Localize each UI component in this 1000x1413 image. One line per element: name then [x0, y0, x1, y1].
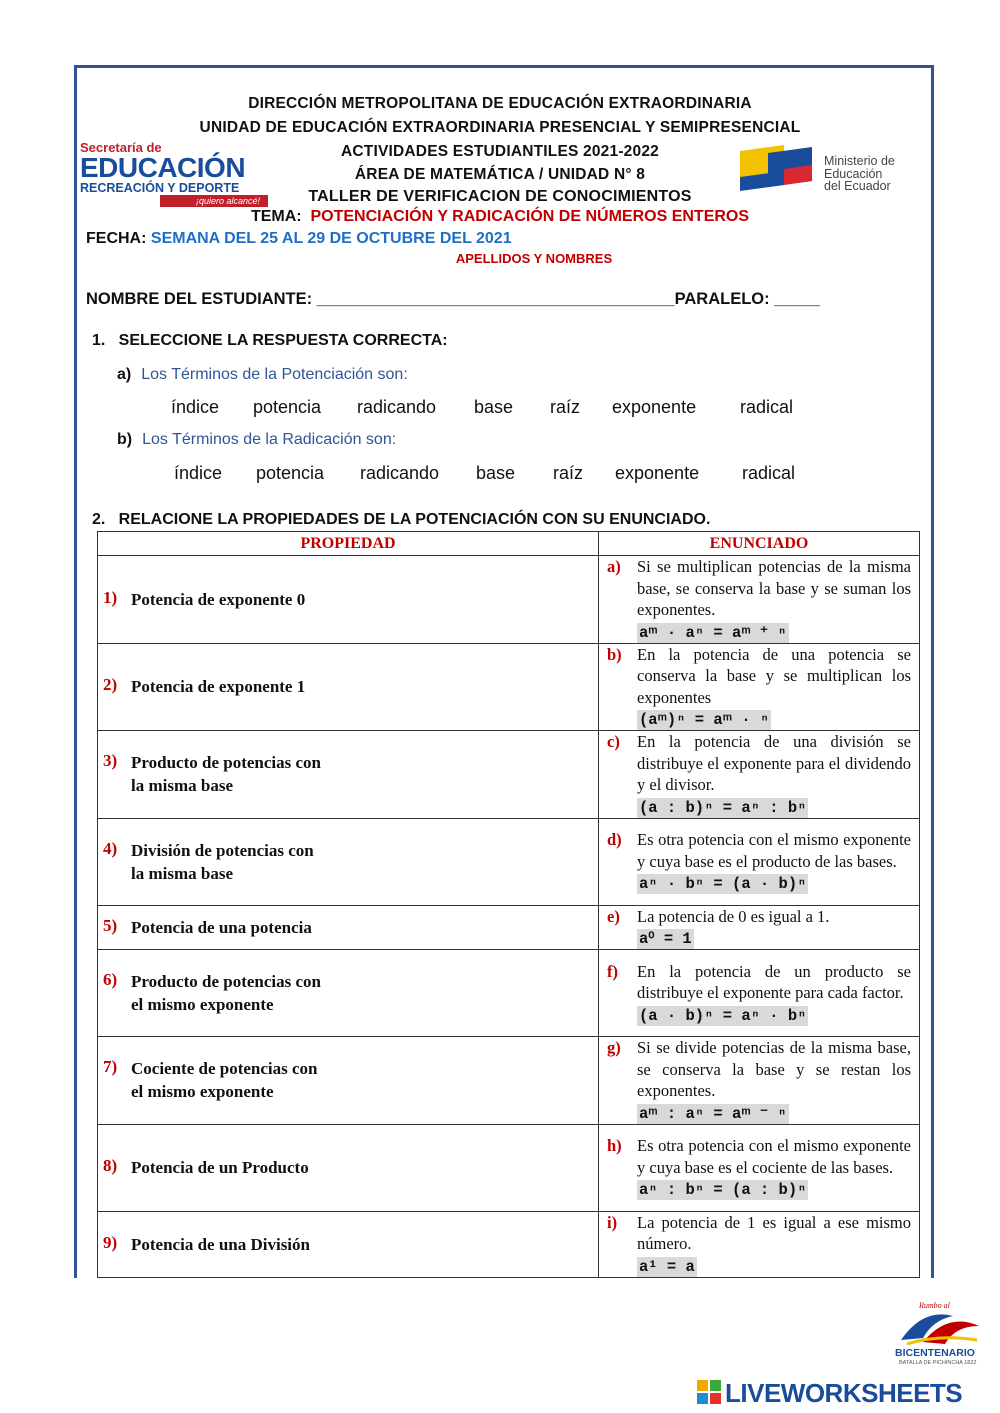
col-enunciado: ENUNCIADO	[599, 532, 920, 556]
properties-table	[97, 531, 920, 1278]
statement-cell[interactable]	[599, 950, 920, 1037]
liveworksheets-icon	[697, 1380, 723, 1410]
header-line-1: DIRECCIÓN METROPOLITANA DE EDUCACIÓN EXTRAORDINARIA	[248, 95, 752, 112]
col-propiedad: PROPIEDAD	[98, 532, 599, 556]
section2-title: 2. RELACIONE LA PROPIEDADES DE LA POTENCIACIÓN CON SU ENUNCIADO.	[92, 511, 711, 528]
statement-text: En la potencia de un producto se distribuye el exponente para cada factor.	[637, 961, 911, 1002]
liveworksheets-wordmark: LIVEWORKSHEETS	[725, 1378, 963, 1408]
property-name-line: Potencia de una División	[131, 1234, 310, 1254]
table-row	[98, 818, 920, 905]
option-b-radical[interactable]: radical	[742, 463, 796, 483]
property-name-line: Potencia de un Producto	[131, 1158, 309, 1177]
question-a-letter: a)	[117, 366, 132, 383]
header-line-2: UNIDAD DE EDUCACIÓN EXTRAORDINARIA PRESENCIAL Y SEMIPRESENCIAL	[199, 119, 801, 136]
ministerio-educacion-logo	[740, 145, 920, 195]
option-a-base[interactable]: base	[474, 397, 514, 417]
property-name	[131, 751, 321, 797]
statement-text: Si se multiplican potencias de la misma base, se conserva la base y se suman los exponentes.	[637, 557, 911, 619]
option-a-exponente[interactable]: exponente	[612, 397, 697, 417]
logo-right-line2: Educación	[824, 166, 883, 181]
statement-formula: aⁿ · bⁿ = (a · b)ⁿ	[639, 875, 807, 893]
property-name-line: el mismo exponente	[131, 1082, 274, 1102]
property-name	[131, 675, 305, 698]
property-name	[131, 916, 312, 939]
property-name-line: Potencia de exponente 0	[131, 589, 306, 609]
option-a-radical[interactable]: radical	[740, 397, 794, 417]
option-b-exponente[interactable]: exponente	[615, 463, 700, 483]
question-b-letter: b)	[117, 431, 133, 448]
property-name	[131, 1156, 309, 1179]
property-name-line: el mismo exponente	[131, 995, 274, 1014]
table-row	[98, 950, 920, 1037]
property-cell[interactable]	[98, 643, 599, 731]
statement-formula: (a : b)ⁿ = aⁿ : bⁿ	[639, 798, 807, 817]
property-name-line: Potencia de una potencia	[131, 917, 312, 937]
logo-right-line3: del Ecuador	[824, 179, 891, 193]
question-b-text: Los Términos de la Radicación son:	[142, 431, 397, 448]
property-name	[131, 1057, 318, 1103]
option-b-potencia[interactable]: potencia	[256, 463, 325, 483]
header-line-4: ÁREA DE MATEMÁTICA / UNIDAD N° 8	[354, 166, 646, 183]
property-name-line: Cociente de potencias con	[131, 1059, 318, 1079]
statement-text: La potencia de 1 es igual a ese mismo número.	[637, 1212, 911, 1253]
ecuador-flag-icon	[740, 145, 816, 195]
fecha-value: SEMANA DEL 25 AL 29 DE OCTUBRE DEL 2021	[150, 230, 512, 247]
property-number: 8)	[103, 1156, 118, 1175]
statement-formula: a¹ = a	[639, 1257, 695, 1276]
statement-formula: aᵐ · aⁿ = aᵐ ⁺ ⁿ	[639, 623, 787, 642]
option-b-base[interactable]: base	[476, 463, 516, 483]
statement-formula: aⁿ : bⁿ = (a : b)ⁿ	[639, 1181, 807, 1199]
property-number: 3)	[103, 751, 118, 771]
bicentenario-emblem-icon	[893, 1298, 985, 1366]
logo-left-line1: Secretaría de	[80, 140, 162, 155]
property-name	[131, 970, 321, 1016]
statement-letter: b)	[607, 644, 622, 664]
property-name-line: Potencia de exponente 1	[131, 677, 306, 697]
tema-line	[0, 208, 1000, 226]
statement-cell[interactable]	[599, 1211, 920, 1277]
statement-text: Es otra potencia con el mismo exponente y cuya base es el producto de las bases.	[637, 830, 911, 871]
option-a-potencia[interactable]: potencia	[253, 397, 322, 417]
statement-cell[interactable]	[599, 818, 920, 905]
tema-label: TEMA:	[250, 208, 302, 225]
property-name-line: la misma base	[131, 776, 233, 796]
statement-cell[interactable]	[599, 1124, 920, 1211]
secretaria-educacion-logo	[80, 140, 265, 208]
property-cell[interactable]	[98, 818, 599, 905]
bicentenario-sub: BATALLA DE PICHINCHA 1822	[899, 1360, 977, 1366]
property-number: 6)	[103, 970, 118, 989]
logo-left-line3: RECREACIÓN Y DEPORTE	[80, 181, 240, 195]
question-a	[117, 366, 408, 384]
statement-letter: h)	[607, 1136, 622, 1155]
header-line-5: TALLER DE VERIFICACION DE CONOCIMIENTOS	[308, 188, 692, 205]
liveworksheets-logo	[697, 1376, 997, 1410]
property-cell[interactable]	[98, 556, 599, 644]
student-name-line[interactable]: NOMBRE DEL ESTUDIANTE: _______________________________________PARALELO: _____	[86, 290, 821, 308]
fecha-line	[86, 230, 512, 248]
table-row	[98, 731, 920, 819]
table-row	[98, 1211, 920, 1277]
statement-text: Si se divide potencias de la misma base, se conserva la base y se restan los exponentes.	[637, 1038, 911, 1100]
property-number: 1)	[103, 587, 118, 607]
question-b	[117, 431, 396, 449]
bicentenario-top: Rumbo al	[919, 1301, 950, 1310]
property-cell[interactable]	[98, 950, 599, 1037]
logo-left-line2: EDUCACIÓN	[80, 152, 246, 183]
statement-cell[interactable]	[599, 1037, 920, 1125]
property-name-line: la misma base	[131, 863, 233, 883]
statement-formula: a⁰ = 1	[639, 930, 692, 948]
statement-formula: aᵐ : aⁿ = aᵐ ⁻ ⁿ	[639, 1104, 787, 1123]
statement-cell[interactable]	[599, 905, 920, 950]
bicentenario-main: BICENTENARIO	[895, 1347, 975, 1359]
statement-formula: (a · b)ⁿ = aⁿ · bⁿ	[639, 1006, 807, 1025]
question-a-text: Los Términos de la Potenciación son:	[141, 366, 408, 383]
statement-formula: (aᵐ)ⁿ = aᵐ · ⁿ	[639, 711, 770, 729]
table-row	[98, 643, 920, 731]
statement-letter: f)	[607, 961, 618, 981]
property-name	[131, 1233, 310, 1256]
table-row	[98, 556, 920, 644]
statement-text: Es otra potencia con el mismo exponente y cuya base es el cociente de las bases.	[637, 1136, 911, 1177]
option-b-indice[interactable]: índice	[174, 463, 223, 483]
property-cell[interactable]	[98, 905, 599, 950]
statement-text: La potencia de 0 es igual a 1.	[637, 906, 830, 926]
apellidos-label: APELLIDOS Y NOMBRES	[455, 251, 613, 266]
property-name	[131, 839, 314, 885]
logo-right-line1: Ministerio de	[824, 154, 895, 168]
header-line-3: ACTIVIDADES ESTUDIANTILES 2021-2022	[341, 143, 659, 160]
statement-letter: a)	[607, 557, 621, 576]
option-b-radicando[interactable]: radicando	[360, 463, 440, 483]
statement-letter: d)	[607, 830, 622, 849]
section1-title: 1. SELECCIONE LA RESPUESTA CORRECTA:	[92, 332, 448, 349]
statement-text: En la potencia de una división se distribuye el exponente para el dividendo y el divisor.	[637, 732, 911, 794]
statement-letter: e)	[607, 906, 620, 926]
bicentenario-logo	[893, 1298, 985, 1366]
option-b-raiz[interactable]: raíz	[553, 463, 584, 483]
option-a-radicando[interactable]: radicando	[357, 397, 437, 417]
property-number: 4)	[103, 838, 118, 858]
options-b	[0, 463, 1000, 487]
options-a	[0, 397, 1000, 421]
table-row	[98, 1124, 920, 1211]
property-cell[interactable]	[98, 1037, 599, 1125]
statement-letter: i)	[607, 1212, 618, 1232]
property-number: 2)	[103, 675, 118, 695]
tema-value: POTENCIACIÓN Y RADICACIÓN DE NÚMEROS ENTEROS	[310, 208, 750, 225]
property-cell[interactable]	[98, 731, 599, 819]
statement-cell[interactable]	[599, 556, 920, 644]
option-a-indice[interactable]: índice	[171, 397, 220, 417]
property-number: 7)	[103, 1057, 118, 1077]
fecha-label: FECHA:	[86, 230, 147, 247]
table-row	[98, 1037, 920, 1125]
option-a-raiz[interactable]: raíz	[550, 397, 581, 417]
logo-left-tagline: ¡quiero alcancé!	[160, 195, 268, 207]
property-name	[131, 588, 305, 611]
table-row	[98, 905, 920, 950]
property-name-line: División de potencias con	[131, 840, 314, 860]
statement-cell[interactable]	[599, 731, 920, 819]
property-cell[interactable]	[98, 1124, 599, 1211]
statement-letter: g)	[607, 1038, 621, 1057]
property-number: 5)	[103, 915, 118, 935]
property-number: 9)	[103, 1232, 118, 1252]
statement-cell[interactable]	[599, 643, 920, 731]
property-cell[interactable]	[98, 1211, 599, 1277]
property-name-line: Producto de potencias con	[131, 972, 321, 991]
table-header-row	[98, 532, 920, 556]
statement-text: En la potencia de una potencia se conserva la base y se multiplican los exponentes	[637, 644, 911, 707]
property-name-line: Producto de potencias con	[131, 753, 321, 773]
statement-letter: c)	[607, 732, 620, 751]
